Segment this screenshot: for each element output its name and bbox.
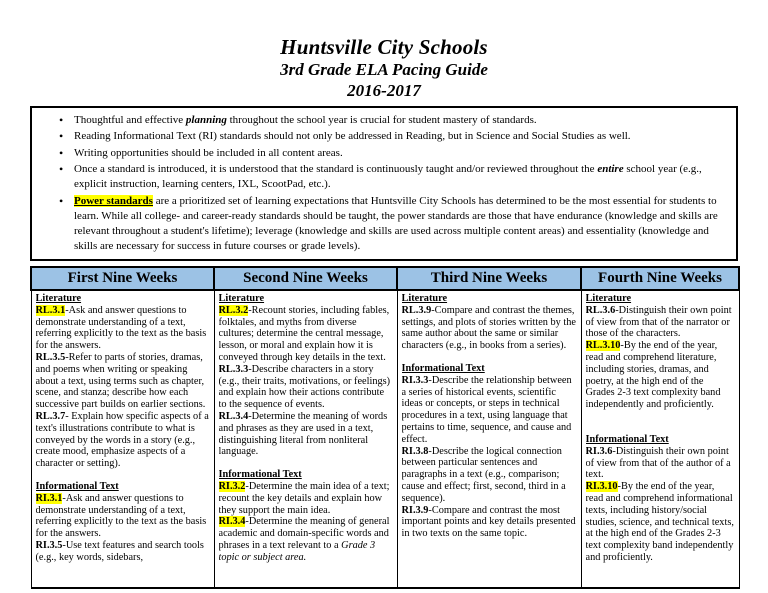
standard-item bbox=[586, 340, 735, 411]
standard-code: RL.3.1 bbox=[35, 304, 66, 316]
standard-item bbox=[219, 516, 393, 563]
section-heading: Literature bbox=[218, 293, 265, 304]
bullet-text: Once a standard is introduced, it is understood that the standard is continuously taught and/or reviewed throughout the bbox=[74, 163, 598, 175]
standard-code: RI.3.8 bbox=[401, 445, 429, 457]
page-title: Huntsville City Schools bbox=[280, 35, 488, 59]
standard-text: -Compare and contrast the most important points and key details presented in two texts on the same topic. bbox=[401, 504, 576, 540]
standard-item bbox=[36, 493, 210, 540]
section-heading: Informational Text bbox=[585, 433, 669, 445]
column-cell-content bbox=[586, 293, 735, 585]
standard-item bbox=[586, 481, 735, 564]
standard-text: - Explain how specific aspects of a text's illustrations contribute to what is conveyed by the words in a story (e.g., create mood, emphasize aspects of a character or setting). bbox=[35, 410, 209, 470]
bullet-text: Writing opportunities should be included in all content areas. bbox=[74, 146, 343, 159]
standard-item bbox=[219, 305, 393, 364]
bullet-text: Thoughtful and effective bbox=[74, 113, 186, 126]
column-cell-content bbox=[36, 293, 210, 585]
standard-item bbox=[36, 352, 210, 411]
intro-bullet bbox=[32, 113, 726, 128]
bullet-text: throughout the school year is crucial for student mastery of standards. bbox=[226, 113, 537, 126]
bullet-text: entire bbox=[597, 163, 624, 175]
standard-item bbox=[219, 411, 393, 458]
standard-item bbox=[36, 411, 210, 470]
column-cell-3 bbox=[397, 290, 581, 588]
standard-item bbox=[36, 540, 210, 564]
table-body-row bbox=[31, 290, 739, 588]
standard-item bbox=[36, 305, 210, 352]
column-header-3: Third Nine Weeks bbox=[397, 267, 581, 290]
standards-section bbox=[36, 481, 210, 564]
standard-code: RL.3.2 bbox=[218, 304, 249, 316]
bullet-text: Reading Informational Text (RI) standards should not only be addressed in Reading, but in Science and Social Studies as well. bbox=[74, 130, 631, 142]
intro-bullet bbox=[32, 129, 726, 144]
intro-bullet bbox=[32, 162, 726, 192]
standards-section bbox=[36, 293, 210, 470]
standard-text: Grade 3 topic or subject area. bbox=[218, 539, 376, 563]
standard-text: -Distinguish their own point of view from that of the narrator or those of the characters. bbox=[585, 304, 732, 340]
column-cell-content bbox=[219, 293, 393, 585]
section-heading: Informational Text bbox=[401, 362, 485, 374]
column-header-2: Second Nine Weeks bbox=[214, 267, 397, 290]
standard-text: -By the end of the year, read and comprehend literature, including stories, dramas, and poetry, at the high end of the Grades 2-3 text complexity band independently and proficiently. bbox=[585, 340, 721, 411]
column-cell-4 bbox=[581, 290, 739, 588]
standard-code: RI.3.6 bbox=[585, 445, 613, 457]
standards-section bbox=[402, 293, 577, 352]
column-header-4: Fourth Nine Weeks bbox=[581, 267, 739, 290]
pacing-table-head bbox=[31, 267, 739, 290]
standard-code: RL.3.7 bbox=[35, 410, 66, 422]
standard-code: RL.3.4 bbox=[218, 410, 249, 422]
standard-text: -Ask and answer questions to demonstrate understanding of a text, referring explicitly to the text as the basis for the answers. bbox=[35, 304, 207, 352]
standard-text: -Determine the meaning of general academic and domain-specific words and phrases in a text relevant to a bbox=[218, 516, 390, 551]
table-header-row bbox=[31, 267, 739, 290]
standard-code: RI.3.4 bbox=[218, 516, 246, 528]
standard-code: RL.3.5 bbox=[35, 351, 66, 363]
standards-section bbox=[219, 469, 393, 563]
standard-item bbox=[402, 505, 577, 540]
standard-text: -Refer to parts of stories, dramas, and poems when writing or speaking about a text, using terms such as chapter, scene, and stanza; describe how each successive part builds on earlier sections. bbox=[35, 351, 206, 411]
section-heading: Literature bbox=[401, 293, 448, 304]
standard-item bbox=[586, 305, 735, 340]
standard-text: -Describe the logical connection between particular sentences and paragraphs in a text (e.g., comparison; cause and effect; first, second, third in a sequence). bbox=[401, 445, 566, 504]
standard-text: -Determine the main idea of a text; recount the key details and explain how they support the main idea. bbox=[218, 480, 390, 516]
standard-text: -Compare and contrast the themes, settings, and plots of stories written by the same author about the same or similar characters (e.g., in books from a series). bbox=[401, 304, 576, 352]
column-header-1: First Nine Weeks bbox=[31, 267, 214, 290]
standard-text: -Describe characters in a story (e.g., their traits, motivations, or feelings) and explain how their actions contribute to the sequence of events. bbox=[218, 363, 391, 411]
standard-text: -Distinguish their own point of view from that of the author of a text. bbox=[585, 445, 731, 481]
section-heading: Informational Text bbox=[35, 480, 119, 492]
column-cell-2 bbox=[214, 290, 397, 588]
intro-bullet bbox=[32, 146, 726, 161]
standard-code: RL.3.6 bbox=[585, 304, 616, 316]
standard-text: -Recount stories, including fables, folktales, and myths from diverse cultures; determine the central message, lesson, or moral and explain how it is conveyed through key details in the text. bbox=[218, 304, 390, 363]
bullet-text: planning bbox=[185, 113, 227, 126]
intro-bullet bbox=[32, 194, 726, 254]
section-heading: Literature bbox=[585, 293, 632, 304]
standard-code: RI.3.5 bbox=[35, 539, 63, 551]
standard-code: RI.3.1 bbox=[35, 492, 63, 504]
standard-text: -Ask and answer questions to demonstrate understanding of a text, referring explicitly to the text as the basis for the answers. bbox=[35, 492, 207, 540]
document-title-block bbox=[30, 36, 738, 101]
power-standards-term: Power standards bbox=[74, 194, 153, 207]
pacing-table-body bbox=[31, 290, 739, 588]
page-subtitle: 3rd Grade ELA Pacing Guide bbox=[280, 60, 488, 79]
standard-code: RI.3.10 bbox=[585, 481, 618, 493]
standard-code: RL.3.10 bbox=[585, 340, 621, 352]
standard-text: -Determine the meaning of words and phrases as they are used in a text, distinguishing literal from nonliteral language. bbox=[218, 410, 388, 458]
standard-code: RI.3.3 bbox=[401, 374, 429, 386]
intro-bullet-list bbox=[32, 113, 726, 254]
standard-code: RL.3.3 bbox=[218, 363, 249, 375]
bullet-text: school year (e.g., explicit instruction, learning centers, IXL, ScootPad, etc.). bbox=[74, 163, 702, 190]
standard-text: -By the end of the year, read and comprehend informational texts, including history/social studies, science, and technical texts, at the high end of the Grades 2-3 text complexity band independently and proficiently. bbox=[585, 481, 734, 563]
standards-section bbox=[402, 363, 577, 540]
intro-box bbox=[30, 106, 738, 261]
section-heading: Literature bbox=[35, 293, 82, 304]
standard-code: RI.3.2 bbox=[218, 480, 246, 492]
standard-text: -Use text features and search tools (e.g., key words, sidebars, bbox=[35, 539, 204, 563]
standard-item bbox=[402, 375, 577, 446]
bullet-text: are a prioritized set of learning expectations that Huntsville City Schools has determined to be the most essential for students to learn. While all college- and career-ready standards should be taught, the power standards are those that have endurance (knowledge and skills are relevant throughout a student's lifetime); leverage (knowledge and skills are used across multiple content areas) and essentiality (knowledge and skills are necessary for success in future courses or grade levels). bbox=[74, 194, 718, 252]
standards-section bbox=[219, 293, 393, 458]
standards-section bbox=[586, 434, 735, 564]
page-year: 2016-2017 bbox=[347, 81, 421, 100]
standards-section bbox=[586, 293, 735, 411]
standard-item bbox=[402, 446, 577, 505]
standard-item bbox=[219, 364, 393, 411]
standard-item bbox=[402, 305, 577, 352]
standard-text: -Describe the relationship between a series of historical events, scientific ideas or concepts, or steps in technical procedures in a text, using language that pertains to time, sequence, and cause and effect. bbox=[401, 374, 572, 445]
standard-item bbox=[219, 481, 393, 516]
standard-code: RL.3.9 bbox=[401, 304, 432, 316]
column-cell-1 bbox=[31, 290, 214, 588]
column-cell-content bbox=[402, 293, 577, 585]
standard-code: RI.3.9 bbox=[401, 504, 429, 516]
pacing-table bbox=[30, 266, 740, 589]
section-heading: Informational Text bbox=[218, 469, 302, 481]
standard-item bbox=[586, 446, 735, 481]
